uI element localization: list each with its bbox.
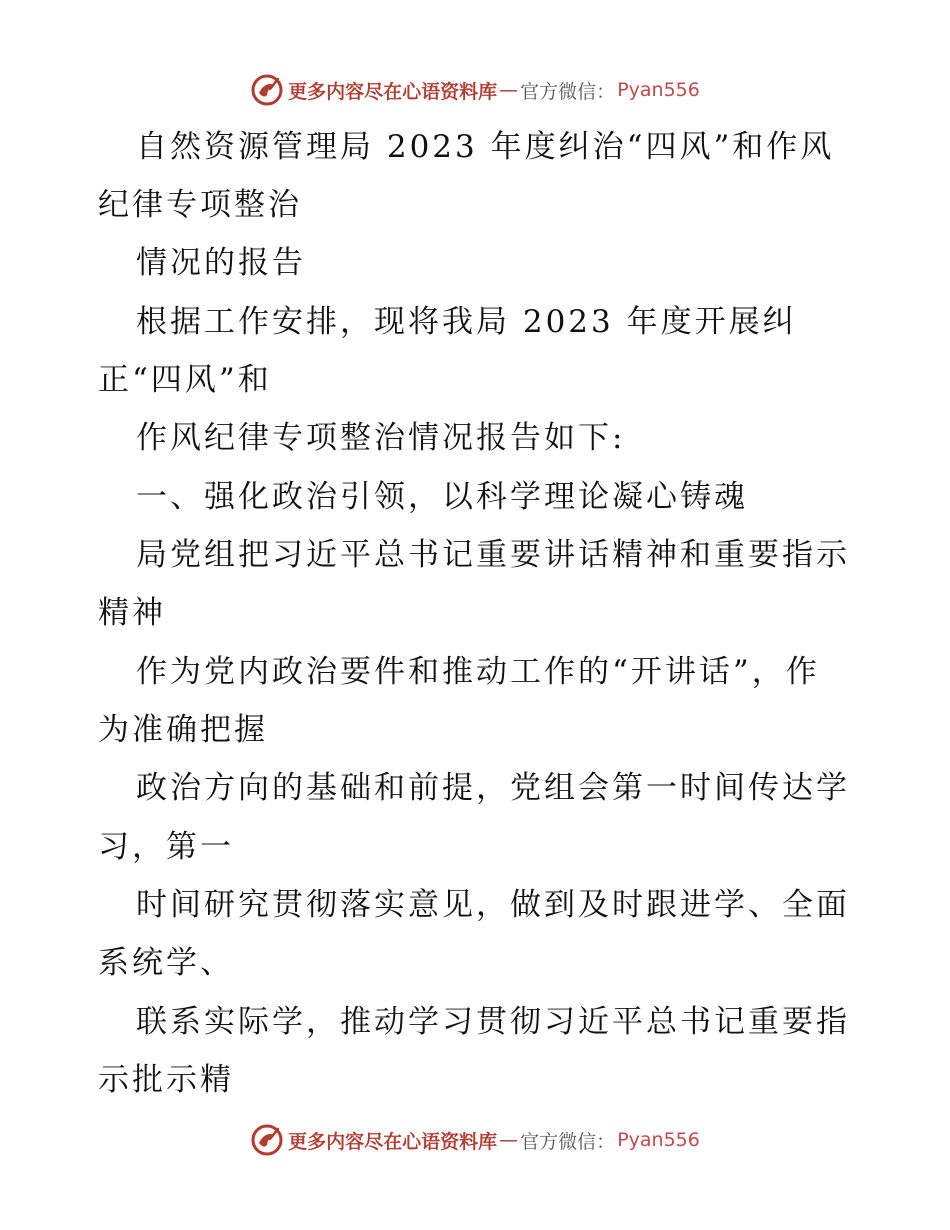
red-swirl-logo-icon xyxy=(250,1123,284,1157)
doc-line: 联系实际学，推动学习贯彻习近平总书记重要指 xyxy=(136,1004,850,1040)
red-swirl-logo-icon xyxy=(250,73,284,107)
doc-line: 根据工作安排，现将我局 2023 年度开展纠 xyxy=(136,304,797,340)
watermark-account: Pyan556 xyxy=(617,1129,700,1151)
watermark-banner-top xyxy=(0,70,950,110)
watermark-main-text: 更多内容尽在心语资料库 xyxy=(288,80,498,103)
doc-line: 为准确把握 xyxy=(98,712,268,748)
doc-line: 精神 xyxy=(98,595,166,631)
watermark-main-text: 更多内容尽在心语资料库 xyxy=(288,1130,498,1153)
watermark-colon: ： xyxy=(596,1130,616,1153)
doc-line: 纪律专项整治 xyxy=(98,187,302,223)
doc-line: 系统学、 xyxy=(98,945,234,981)
doc-line: 时间研究贯彻落实意见，做到及时跟进学、全面 xyxy=(136,887,850,923)
doc-line: 示批示精 xyxy=(98,1062,234,1098)
doc-line: 情况的报告 xyxy=(136,245,306,281)
doc-line: 政治方向的基础和前提，党组会第一时间传达学 xyxy=(136,770,850,806)
doc-line: 自然资源管理局 2023 年度纠治“四风”和作风 xyxy=(136,129,835,165)
watermark-banner-bottom xyxy=(0,1120,950,1160)
watermark-official-label: 官方微信 xyxy=(520,1130,597,1153)
watermark-dash: — xyxy=(499,1129,519,1151)
doc-line: 作为党内政治要件和推动工作的“开讲话”，作 xyxy=(136,654,820,690)
watermark-account: Pyan556 xyxy=(617,79,700,101)
doc-line: 习，第一 xyxy=(98,829,234,865)
watermark-dash: — xyxy=(499,79,519,101)
doc-line: 作风纪律专项整治情况报告如下: xyxy=(136,420,626,456)
watermark-colon: ： xyxy=(596,80,616,103)
watermark-official-label: 官方微信 xyxy=(520,80,597,103)
doc-line: 正“四风”和 xyxy=(98,362,272,398)
doc-line: 局党组把习近平总书记重要讲话精神和重要指示 xyxy=(136,537,850,573)
section-heading: 一、强化政治引领，以科学理论凝心铸魂 xyxy=(136,479,748,515)
